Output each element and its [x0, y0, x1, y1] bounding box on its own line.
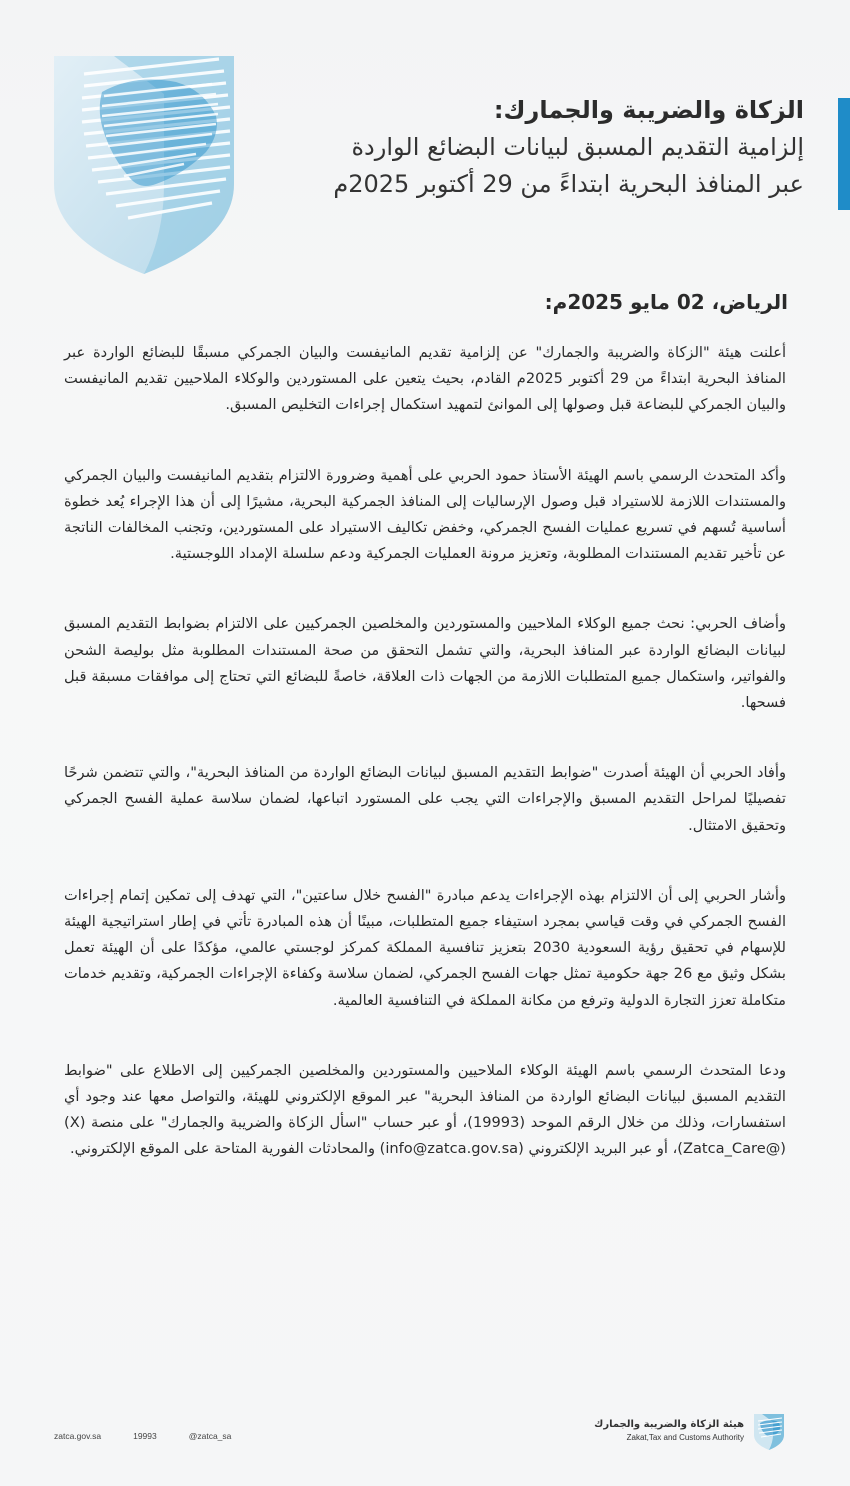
accent-bar: [838, 98, 850, 210]
paragraph-1: أعلنت هيئة "الزكاة والضريبة والجمارك" عن إلزامية تقديم المانيفست والبيان الجمركي مسبقًا للبضائع الواردة عبر المنافذ البحرية ابتداءً من 29 أكتوبر 2025م القادم، بحيث يتعين على المستوردين والوكلاء الملاحيين تقديم المانيفست والبيان الجمركي للبضاعة قبل وصولها إلى الموانئ لتمهيد استكمال إجراءات التخليص المسبق.: [64, 344, 786, 414]
article-body: [64, 340, 786, 1207]
headline-title: الزكاة والضريبة والجمارك:: [493, 96, 804, 124]
headline-subtitle-line-1: إلزامية التقديم المسبق لبيانات البضائع الواردة: [351, 133, 804, 161]
footer-logo: [594, 1411, 786, 1451]
zatca-logo-icon: [752, 1411, 786, 1451]
headline-block: [284, 92, 804, 203]
paragraph-2: وأكد المتحدث الرسمي باسم الهيئة الأستاذ حمود الحربي على أهمية وضرورة الالتزام بتقديم المانيفست والبيان الجمركي والمستندات اللازمة للاستيراد قبل وصول الإرساليات إلى المنافذ الجمركية البحرية، مشيرًا إلى أن هذا الإجراء يُعد خطوة أساسية تُسهم في تسريع عمليات الفسح الجمركي، وخفض تكاليف الاستيراد على المستوردين، وتجنب المخالفات الناتجة عن تأخير تقديم المستندات المطلوبة، وتعزيز مرونة العمليات الجمركية ودعم سلسلة الإمداد اللوجستية.: [64, 466, 786, 563]
footer-social-handle[interactable]: @zatca_sa: [188, 1431, 232, 1441]
paragraph-4: وأفاد الحربي أن الهيئة أصدرت "ضوابط التقديم المسبق لبيانات البضائع الواردة من المنافذ البحرية"، والتي تتضمن شرحًا تفصيليًا لمراحل التقديم المسبق والإجراءات التي يجب على المستورد اتباعها، لضمان سلاسة عملية الفسح الجمركي وتحقيق الامتثال.: [64, 764, 786, 834]
footer: [0, 1395, 850, 1485]
footer-phone: 19993: [133, 1431, 157, 1441]
paragraph-5: وأشار الحربي إلى أن الالتزام بهذه الإجراءات يدعم مبادرة "الفسح خلال ساعتين"، التي تهدف إلى تمكين إتمام إجراءات الفسح الجمركي في وقت قياسي بمجرد استيفاء جميع المتطلبات، مبينًا أن هذه المبادرة تأتي في إطار استراتيجية الهيئة للإسهام في تحقيق رؤية السعودية 2030 بتعزيز تنافسية المملكة كمركز لوجستي عالمي، مؤكدًا على أن الهيئة تعمل بشكل وثيق مع 26 جهة حكومية تمثل جهات الفسح الجمركي، لضمان سلاسة وكفاءة الإجراءات الجمركية، وتقديم خدمات متكاملة تعزز التجارة الدولية وترفع من مكانة المملكة في التنافسية العالمية.: [64, 886, 786, 1009]
footer-org-name-en: Zakat,Tax and Customs Authority: [626, 1433, 744, 1442]
headline-subtitle-line-2: عبر المنافذ البحرية ابتداءً من 29 أكتوبر 2025م: [333, 170, 804, 198]
zatca-shield-icon: [44, 34, 244, 282]
dateline: الرياض، 02 مايو 2025م:: [544, 290, 788, 314]
paragraph-3: وأضاف الحربي: نحث جميع الوكلاء الملاحيين والمستوردين والمخلصين الجمركيين على الالتزام بضوابط التقديم المسبق لبيانات البضائع الواردة عبر المنافذ البحرية، والتي تشمل التحقق من صحة المستندات المطلوبة مثل بوليصة الشحن والفواتير، واستكمال جميع المتطلبات اللازمة من الجهات ذات العلاقة، خاصةً للبضائع التي تحتاج إلى موافقات مسبقة قبل فسحها.: [64, 615, 786, 712]
footer-contacts: [54, 1431, 231, 1441]
footer-logo-text: [594, 1418, 744, 1444]
footer-website-link[interactable]: zatca.gov.sa: [54, 1431, 102, 1441]
paragraph-6: ودعا المتحدث الرسمي باسم الهيئة الوكلاء الملاحيين والمستوردين والمخلصين الجمركيين إلى الاطلاع على "ضوابط التقديم المسبق لبيانات البضائع الواردة من المنافذ البحرية" عبر الموقع الإلكتروني للهيئة، والتواصل معها عند وجود أي استفسارات، وذلك من خلال الرقم الموحد (19993)، أو عبر حساب "اسأل الزكاة والضريبة والجمارك" على منصة (X) (@Zatca_Care)، أو عبر البريد الإلكتروني (info@zatca.gov.sa) والمحادثات الفورية المتاحة على الموقع الإلكتروني.: [64, 1061, 786, 1158]
footer-org-name-ar: هيئة الزكاة والضريبة والجمارك: [594, 1419, 744, 1430]
